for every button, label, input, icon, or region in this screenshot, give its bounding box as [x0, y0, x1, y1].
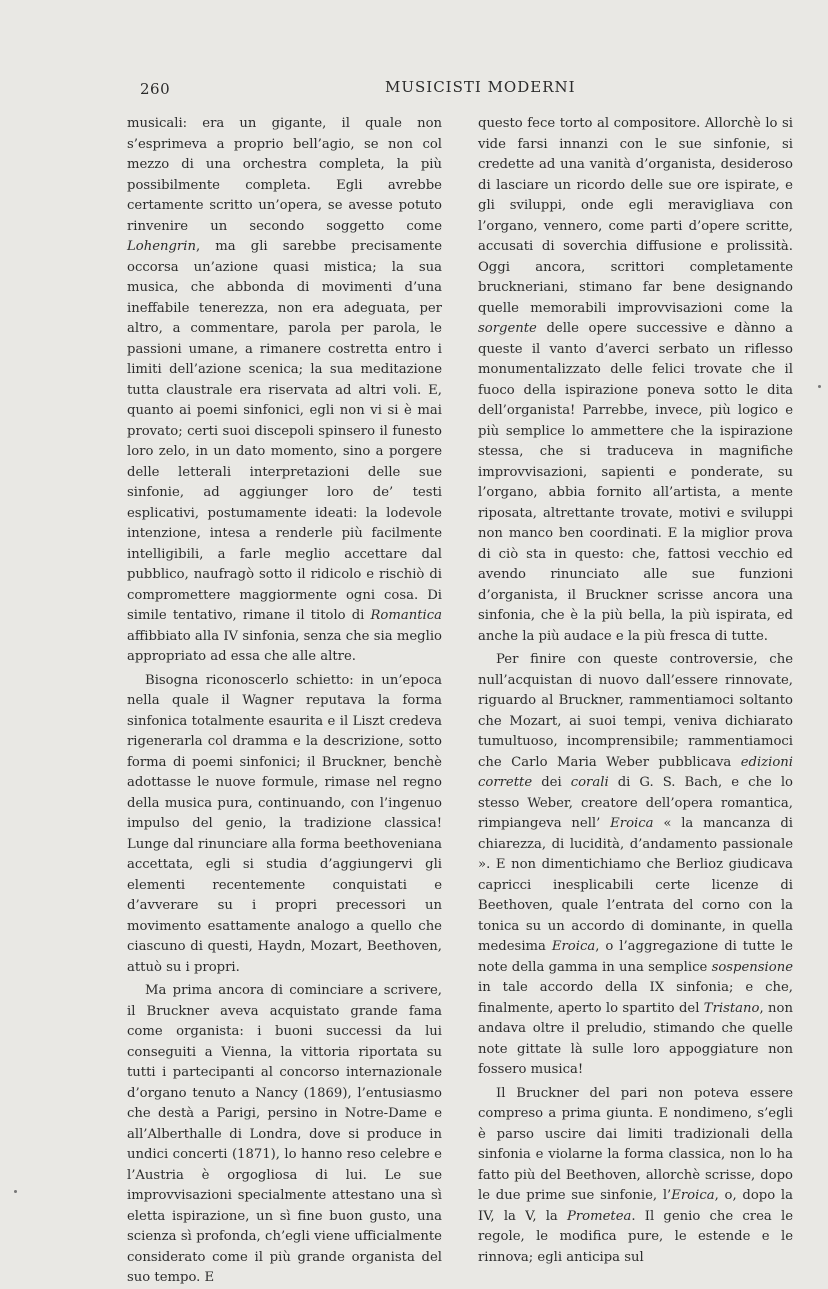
paragraph: Bisogna riconoscerlo schietto: in un’epoca nella quale il Wagner reputava la forma sinfonica totalmente esaurita e il Liszt credeva rigenerarla col dramma e la descrizione, sotto forma di poemi sinfonici; il Bruckner, benchè adottasse le nuove formule, rimase nel regno della musica pura, continuando, con l’ingenuo impulso del genio, la tradizione classica! Lunge dal rinunciare alla forma beethoveniana accettata, egli si studia d’aggiungervi gli elementi recentemente conquistati e d’avverare su i propri precessori un movimento esattamente analogo a quello che ciascuno di questi, Haydn, Mozart, Beethoven, attuò su i propri.: [127, 672, 442, 975]
page-number: 260: [140, 80, 171, 98]
italic-title: Eroica: [671, 1188, 715, 1203]
text-run: , o l’aggregazione di tutte le note della gamma in una semplice: [478, 939, 793, 975]
italic-word: sorgente: [478, 321, 537, 336]
margin-speck: [14, 1190, 17, 1193]
running-title: MUSICISTI MODERNI: [385, 78, 576, 96]
italic-word: sospensione: [711, 959, 793, 975]
italic-title: Eroica: [551, 939, 596, 954]
text-run: « la mancanza di chiarezza, di lucidità, d’andamento passionale ». E non dimentichiamo che Berlioz giudicava capricci inesplicabili certe licenze di Beethoven, quale l’entrata del corno con la tonica su un accordo di dominante, in quella medesima: [478, 816, 793, 954]
text-run: di G. S. Bach, e che lo stesso Weber, creatore dell’opera romantica, rimpiangeva nell’: [478, 775, 793, 831]
text-run: , non andava oltre il preludio, stimando che quelle note gittate là sulle loro appoggiature non fossero musica!: [478, 1000, 793, 1077]
page-header: [0, 76, 828, 100]
paragraph: [478, 114, 793, 647]
right-column: [478, 114, 793, 1268]
italic-title: Romantica: [370, 608, 442, 623]
paragraph: [478, 1084, 793, 1269]
italic-title: Eroica: [610, 816, 654, 831]
paragraph: [127, 114, 442, 668]
italic-word: edizioni corrette: [478, 754, 793, 790]
italic-word: corali: [570, 775, 609, 790]
text-run: , ma gli sarebbe precisamente occorsa un’azione quasi mistica; la sua musica, che abbonda di movimenti d’una ineffabile tenerezza, non era adeguata, per altro, a commentare, parola per parola, le passioni umane, a rimanere costretta entro i limiti dell’azione scenica; la sua meditazione tutta claustrale era riservata ad altri voli. E, quanto ai poemi sinfonici, egli non vi si è mai provato; certi suoi discepoli spinsero il funesto loro zelo, in un dato momento, sino a porgere delle letterali interpretazioni delle sue sinfonie, ad aggiunger loro de’ testi esplicativi, postumamente ideati: la lodevole intenzione, intesa a renderle più facilmente intelligibili, a farle meglio accettare dal pubblico, naufragò sotto il ridicolo e rischiò di compromettere maggiormente ogni cosa. Di simile tentativo, rimane il titolo di: [127, 239, 442, 623]
text-run: questo fece torto al compositore. Allorchè lo si vide farsi innanzi con le sue sinfonie, si credette ad una vanità d’organista, desideroso di lasciare un ricordo delle sue ore ispirate, e gli sviluppi, onde egli meravigliava con l’organo, vennero, come parti d’opere scritte, accusati di soverchia diffusione e prolissità. Oggi ancora, scrittori completamente bruckneriani, stimano far bene designando quelle memorabili improvvisazioni come la: [478, 116, 793, 316]
margin-speck: [818, 385, 821, 388]
italic-title: Lohengrin: [127, 239, 196, 254]
paragraph: Ma prima ancora di cominciare a scrivere, il Bruckner aveva acquistato grande fama come organista: i buoni successi da lui conseguiti a Vienna, la vittoria riportata su tutti i partecipanti al concorso internazionale d’organo tenuto a Nancy (1869), l’entusiasmo che destà a Parigi, persino in Notre-Dame e all’Alberthalle di Londra, dove si produce in undici concerti (1871), lo hanno reso celebre e l’Austria è orgogliosa di lui. Le sue improvvisazioni specialmente attestano una sì eletta ispirazione, un sì fine buon gusto, una scienza sì profonda, ch’egli viene ufficialmente considerato come il più grande organista del suo tempo. E: [127, 983, 442, 1285]
text-run: in tale accordo della IX sinfonia; e che, finalmente, aperto lo spartito del: [478, 980, 793, 1016]
italic-title: Prometea: [567, 1208, 632, 1224]
text-run: delle opere successive e dànno a queste il vanto d’averci serbato un riflesso monumentalizzato delle felici trovate che il fuoco della ispirazione poneva sotto le dita dell’organista! Parrebbe, invece, più logico e più semplice lo ammettere che la ispirazione stessa, che si traduceva in magnifiche improvvisazioni, sapienti e ponderate, su l’organo, abbia fornito all’artista, a mente riposata, altrettante trovate, motivi e sviluppi non manco ben coordinati. E la miglior prova di ciò sta in questo: che, fattosi vecchio ed avendo rinunciato alle sue funzioni d’organista, il Bruckner scrisse ancora una sinfonia, che è la più bella, la più ispirata, ed anche la più audace e la più fresca di tutte.: [478, 321, 793, 644]
text-run: , o, dopo la IV, la V, la: [478, 1188, 793, 1224]
text-run: Il Bruckner del pari non poteva essere compreso a prima giunta. E nondimeno, s’egli è parso uscire dai limiti tradizionali della sinfonia e violarne la forma classica, non lo ha fatto più del Beethoven, allorchè scrisse, dopo le due prime sue sinfonie, l’: [478, 1085, 793, 1203]
text-run: Per finire con queste controversie, che null’acquistan di nuovo dall’essere rinnovate, riguardo al Bruckner, rammentiamoci soltanto che Mozart, ai suoi tempi, veniva dichiarato tumultuoso, incomprensibile; rammentiamoci che Carlo Maria Weber pubblicava: [478, 652, 793, 770]
text-run: musicali: era un gigante, il quale non s’esprimeva a proprio bell’agio, se non col mezzo di una orchestra completa, la più possibilmente completa. Egli avrebbe certamente scritto un’opera, se avesse potuto rinvenire un secondo soggetto come: [127, 116, 442, 234]
paragraph: [478, 650, 793, 1081]
italic-title: Tristano: [703, 1000, 760, 1016]
text-run: dei: [532, 775, 571, 790]
text-run: . Il genio che crea le regole, le modifica pure, le estende e le rinnova; egli anticipa sul: [478, 1208, 793, 1265]
text-run: affibbiato alla IV sinfonia, senza che sia meglio appropriato ad essa che alle altre.: [127, 628, 442, 664]
left-column: [127, 114, 442, 1289]
